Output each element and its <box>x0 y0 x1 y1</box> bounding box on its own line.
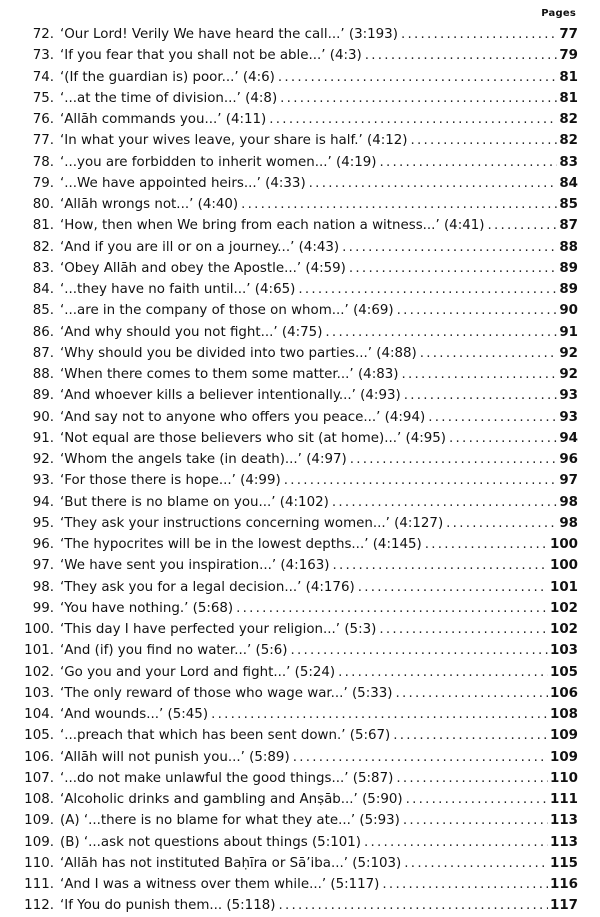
toc-entry <box>0 194 600 215</box>
dot-leader <box>404 853 548 874</box>
toc-entry <box>0 109 600 130</box>
entry-title: ‘And (if) you find no water...’ (5:6) <box>60 643 288 659</box>
dot-leader <box>401 24 557 45</box>
dot-leader <box>236 598 548 619</box>
entry-number: 92. <box>32 452 54 467</box>
dot-leader <box>406 789 548 810</box>
entry-page-number: 109 <box>550 728 578 744</box>
dot-leader <box>396 768 548 789</box>
entry-number: 97. <box>32 558 54 574</box>
dot-leader <box>379 619 548 640</box>
toc-entry <box>0 513 600 534</box>
entry-title: ‘And I was a witness over them while...’ (5:117) <box>60 877 380 892</box>
entry-number: 80. <box>32 197 54 212</box>
entry-number: 85. <box>32 303 54 319</box>
toc-entry <box>0 492 600 513</box>
entry-title: ‘...at the time of division...’ (4:8) <box>60 90 278 106</box>
entry-number: 104. <box>24 707 54 722</box>
toc-entry <box>0 725 600 746</box>
toc-entry <box>0 215 600 236</box>
entry-number: 94. <box>32 494 54 510</box>
entry-page-number: 103 <box>550 643 578 659</box>
toc-entry <box>0 322 600 343</box>
entry-page-number: 108 <box>550 707 578 722</box>
toc-entry <box>0 385 600 406</box>
dot-leader <box>428 407 557 428</box>
entry-number: 98. <box>32 579 54 595</box>
entry-title: ‘They ask you for a legal decision...’ (4:176) <box>60 579 355 595</box>
entry-page-number: 81 <box>559 90 578 106</box>
entry-title: ‘And say not to anyone who offers you peace...’ (4:94) <box>60 409 426 425</box>
dot-leader <box>380 152 558 173</box>
entry-number: 76. <box>32 112 54 127</box>
entry-page-number: 117 <box>550 898 578 914</box>
entry-title: ‘...We have appointed heirs...’ (4:33) <box>60 175 306 191</box>
dot-leader <box>278 895 548 916</box>
toc-entry <box>0 279 600 300</box>
dot-leader <box>338 662 548 683</box>
toc-entry <box>0 683 600 704</box>
dot-leader <box>293 747 548 768</box>
entry-page-number: 81 <box>559 69 578 85</box>
dot-leader <box>280 88 557 109</box>
entry-page-number: 98 <box>559 515 578 531</box>
entry-page-number: 106 <box>550 685 578 701</box>
toc-entry <box>0 407 600 428</box>
entry-page-number: 115 <box>550 855 578 871</box>
entry-title: ‘When there comes to them some matter...’ (4:83) <box>60 367 399 382</box>
entry-number: 74. <box>32 69 54 85</box>
toc-entry <box>0 789 600 810</box>
entry-page-number: 83 <box>559 154 578 170</box>
dot-leader <box>358 577 548 598</box>
dot-leader <box>401 364 557 385</box>
entry-number: 90. <box>32 409 54 425</box>
toc-entry <box>0 598 600 619</box>
entry-title: ‘...do not make unlawful the good things...’ (5:87) <box>60 770 394 786</box>
toc-entry <box>0 832 600 853</box>
toc-entry <box>0 662 600 683</box>
entry-title: ‘If you fear that you shall not be able...’ (4:3) <box>60 48 362 64</box>
entry-page-number: 77 <box>559 27 578 42</box>
dot-leader <box>403 810 548 831</box>
dot-leader <box>278 67 557 88</box>
entry-title: ‘...are in the company of those on whom...’ (4:69) <box>60 303 394 319</box>
dot-leader <box>487 215 557 236</box>
entry-number: 100. <box>24 622 54 637</box>
entry-title: ‘Allāh will not punish you...’ (5:89) <box>60 749 290 765</box>
entry-page-number: 93 <box>559 409 578 425</box>
entry-number: 88. <box>32 367 54 382</box>
entry-title: ‘In what your wives leave, your share is half.’ (4:12) <box>60 133 408 149</box>
toc-entry <box>0 343 600 364</box>
entry-number: 110. <box>24 855 54 871</box>
entry-title: ‘Go you and your Lord and fight...’ (5:24) <box>60 664 336 680</box>
entry-page-number: 89 <box>559 282 578 297</box>
toc-entry <box>0 534 600 555</box>
entry-page-number: 88 <box>559 239 578 255</box>
dot-leader <box>382 874 548 895</box>
toc-entry <box>0 45 600 66</box>
entry-number: 106. <box>24 749 54 765</box>
entry-title: ‘But there is no blame on you...’ (4:102) <box>60 494 329 510</box>
entry-title: ‘(If the guardian is) poor...’ (4:6) <box>60 69 275 85</box>
entry-page-number: 101 <box>550 579 578 595</box>
toc-entry <box>0 874 600 895</box>
entry-page-number: 84 <box>559 175 578 191</box>
entry-number: 109. <box>24 834 54 850</box>
entry-page-number: 94 <box>559 430 578 446</box>
toc-entry <box>0 24 600 45</box>
entry-title: ‘Our Lord! Verily We have heard the call...’ (3:193) <box>60 27 398 42</box>
table-of-contents <box>0 24 600 917</box>
toc-entry <box>0 428 600 449</box>
dot-leader <box>395 683 548 704</box>
entry-page-number: 79 <box>559 48 578 64</box>
entry-page-number: 105 <box>550 664 578 680</box>
toc-entry <box>0 619 600 640</box>
entry-title: (A) ‘...there is no blame for what they ate...’ (5:93) <box>60 813 400 829</box>
entry-number: 81. <box>32 218 54 234</box>
entry-number: 75. <box>32 90 54 106</box>
dot-leader <box>425 534 548 555</box>
entry-number: 84. <box>32 282 54 297</box>
dot-leader <box>420 343 558 364</box>
entry-page-number: 97 <box>559 473 578 489</box>
toc-entry <box>0 470 600 491</box>
entry-page-number: 92 <box>559 345 578 361</box>
entry-number: 82. <box>32 239 54 255</box>
toc-entry <box>0 152 600 173</box>
entry-number: 77. <box>32 133 54 149</box>
entry-title: ‘Whom the angels take (in death)...’ (4:97) <box>60 452 347 467</box>
entry-title: ‘Alcoholic drinks and gambling and Anṣāb...’ (5:90) <box>60 792 403 807</box>
dot-leader <box>397 300 558 321</box>
toc-entry <box>0 67 600 88</box>
dot-leader <box>332 555 548 576</box>
entry-number: 102. <box>24 664 54 680</box>
dot-leader <box>411 130 558 151</box>
dot-leader <box>298 279 557 300</box>
dot-leader <box>342 237 557 258</box>
entry-number: 91. <box>32 430 54 446</box>
toc-entry <box>0 237 600 258</box>
entry-number: 96. <box>32 537 54 552</box>
toc-entry <box>0 300 600 321</box>
toc-entry <box>0 258 600 279</box>
dot-leader <box>365 45 558 66</box>
entry-title: ‘And whoever kills a believer intentionally...’ (4:93) <box>60 388 401 404</box>
entry-number: 105. <box>24 728 54 744</box>
entry-number: 87. <box>32 345 54 361</box>
toc-entry <box>0 810 600 831</box>
entry-page-number: 116 <box>550 877 578 892</box>
toc-entry <box>0 555 600 576</box>
entry-title: ‘This day I have perfected your religion...’ (5:3) <box>60 622 377 637</box>
entry-number: 95. <box>32 515 54 531</box>
entry-page-number: 113 <box>550 834 578 850</box>
entry-page-number: 93 <box>559 388 578 404</box>
entry-title: ‘If You do punish them... (5:118) <box>60 898 276 914</box>
entry-title: ‘Why should you be divided into two parties...’ (4:88) <box>60 345 417 361</box>
entry-number: 93. <box>32 473 54 489</box>
dot-leader <box>284 470 558 491</box>
toc-entry <box>0 88 600 109</box>
entry-title: ‘We have sent you inspiration...’ (4:163) <box>60 558 330 574</box>
entry-page-number: 113 <box>550 813 578 829</box>
entry-number: 103. <box>24 685 54 701</box>
entry-title: ‘Allāh wrongs not...’ (4:40) <box>60 197 239 212</box>
entry-title: (B) ‘...ask not questions about things (5:101) <box>60 834 361 850</box>
entry-title: ‘...you are forbidden to inherit women...’ (4:19) <box>60 154 377 170</box>
entry-number: 109. <box>24 813 54 829</box>
entry-page-number: 89 <box>559 260 578 276</box>
entry-page-number: 110 <box>550 770 578 786</box>
toc-entry <box>0 768 600 789</box>
toc-entry <box>0 449 600 470</box>
toc-entry <box>0 747 600 768</box>
entry-number: 86. <box>32 324 54 340</box>
entry-number: 112. <box>24 898 54 914</box>
entry-page-number: 102 <box>550 622 578 637</box>
entry-title: ‘How, then when We bring from each nation a witness...’ (4:41) <box>60 218 485 234</box>
entry-title: ‘They ask your instructions concerning women...’ (4:127) <box>60 515 444 531</box>
entry-page-number: 90 <box>559 303 578 319</box>
entry-title: ‘Not equal are those believers who sit (at home)...’ (4:95) <box>60 430 447 446</box>
toc-entry <box>0 130 600 151</box>
entry-page-number: 102 <box>550 600 578 616</box>
entry-number: 78. <box>32 154 54 170</box>
dot-leader <box>350 449 558 470</box>
entry-number: 79. <box>32 175 54 191</box>
entry-page-number: 111 <box>550 792 578 807</box>
toc-entry <box>0 640 600 661</box>
entry-title: ‘Allāh commands you...’ (4:11) <box>60 112 267 127</box>
dot-leader <box>449 428 557 449</box>
toc-entry <box>0 704 600 725</box>
entry-number: 101. <box>24 643 54 659</box>
entry-page-number: 87 <box>559 218 578 234</box>
entry-title: ‘The only reward of those who wage war...’ (5:33) <box>60 685 393 701</box>
dot-leader <box>325 322 557 343</box>
entry-page-number: 85 <box>559 197 578 212</box>
dot-leader <box>393 725 548 746</box>
entry-title: ‘...preach that which has been sent down.’ (5:67) <box>60 728 391 744</box>
toc-entry <box>0 853 600 874</box>
entry-number: 111. <box>24 877 54 892</box>
entry-title: ‘For those there is hope...’ (4:99) <box>60 473 281 489</box>
entry-number: 89. <box>32 388 54 404</box>
entry-number: 99. <box>32 600 54 616</box>
entry-page-number: 98 <box>559 494 578 510</box>
entry-page-number: 100 <box>550 558 578 574</box>
toc-entry <box>0 895 600 916</box>
entry-title: ‘And wounds...’ (5:45) <box>60 707 209 722</box>
entry-title: ‘Obey Allāh and obey the Apostle...’ (4:59) <box>60 260 346 276</box>
entry-page-number: 82 <box>559 112 578 127</box>
entry-title: ‘Allāh has not instituted Baḥīra or Sā’iba...’ (5:103) <box>60 855 402 871</box>
toc-entry <box>0 173 600 194</box>
entry-title: ‘The hypocrites will be in the lowest depths...’ (4:145) <box>60 537 422 552</box>
entry-number: 108. <box>24 792 54 807</box>
entry-page-number: 100 <box>550 537 578 552</box>
entry-number: 83. <box>32 260 54 276</box>
dot-leader <box>446 513 557 534</box>
dot-leader <box>364 832 548 853</box>
dot-leader <box>241 194 557 215</box>
dot-leader <box>404 385 558 406</box>
dot-leader <box>349 258 557 279</box>
toc-entry <box>0 577 600 598</box>
dot-leader <box>290 640 548 661</box>
entry-page-number: 91 <box>559 324 578 340</box>
entry-page-number: 92 <box>559 367 578 382</box>
entry-page-number: 96 <box>559 452 578 467</box>
entry-number: 72. <box>32 27 54 42</box>
pages-column-heading: Pages <box>541 8 576 19</box>
dot-leader <box>211 704 548 725</box>
entry-page-number: 82 <box>559 133 578 149</box>
entry-number: 73. <box>32 48 54 64</box>
entry-title: ‘And why should you not fight...’ (4:75) <box>60 324 323 340</box>
dot-leader <box>309 173 558 194</box>
entry-number: 107. <box>24 770 54 786</box>
entry-title: ‘...they have no faith until...’ (4:65) <box>60 282 296 297</box>
toc-entry <box>0 364 600 385</box>
dot-leader <box>332 492 558 513</box>
entry-title: ‘And if you are ill or on a journey...’ (4:43) <box>60 239 340 255</box>
dot-leader <box>269 109 557 130</box>
entry-title: ‘You have nothing.’ (5:68) <box>60 600 234 616</box>
entry-page-number: 109 <box>550 749 578 765</box>
